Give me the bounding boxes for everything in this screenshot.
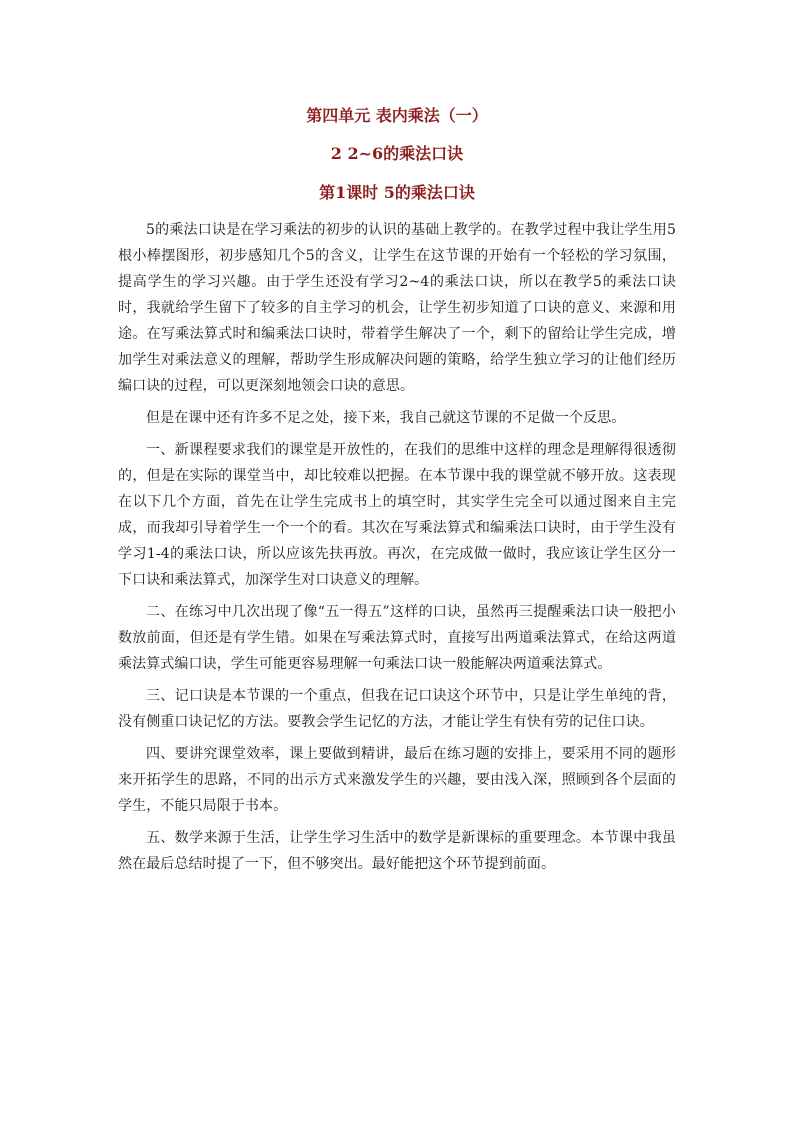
document-page <box>118 100 676 877</box>
body-paragraph: 但是在课中还有许多不足之处，接下来，我自己就这节课的不足做一个反思。 <box>146 410 626 426</box>
body-paragraph: 一、新课程要求我们的课堂是开放性的，在我们的思维中这样的理念是理解得很透彻的，但是在实际的课堂当中，却比较难以把握。在本节课中我的课堂就不够开放。这表现在以下几个方面，首先在让学生完成书上的填空时，其实学生完全可以通过图来自主完成，而我却引导着学生一个一个的看。其次在写乘法算式和编乘法口诀时，由于学生没有学习1-4的乘法口诀，所以应该先扶再放。再次，在完成做一做时，我应该让学生区分一下口诀和乘法算式，加深学生对口诀意义的理解。 <box>118 442 676 588</box>
body-paragraph: 三、记口诀是本节课的一个重点，但我在记口诀这个环节中，只是让学生单纯的背，没有侧重口诀记忆的方法。要教会学生记忆的方法，才能让学生有快有劳的记住口诀。 <box>118 688 676 730</box>
section-title: 2 2~6的乘法口诀 <box>330 144 464 163</box>
body-paragraph: 五、数学来源于生活，让学生学习生活中的数学是新课标的重要理念。本节课中我虽然在最后总结时提了一下，但不够突出。最好能把这个环节提到前面。 <box>118 830 676 872</box>
unit-title: 第四单元 表内乘法（一） <box>306 106 488 125</box>
body-paragraph: 四、要讲究课堂效率，课上要做到精讲，最后在练习题的安排上，要采用不同的题形来开拓学生的思路，不同的出示方式来激发学生的兴趣，要由浅入深，照顾到各个层面的学生，不能只局限于书本。 <box>118 746 676 814</box>
lesson-title: 第1课时 5的乘法口诀 <box>319 183 475 202</box>
body-paragraph: 二、在练习中几次出现了像“五一得五”这样的口诀，虽然再三提醒乘法口诀一般把小数放前面，但还是有学生错。如果在写乘法算式时，直接写出两道乘法算式，在给这两道乘法算式编口诀，学生可能更容易理解一句乘法口诀一般能解决两道乘法算式。 <box>118 604 676 672</box>
body-paragraph: 5的乘法口诀是在学习乘法的初步的认识的基础上教学的。在教学过程中我让学生用5根小棒摆图形，初步感知几个5的含义，让学生在这节课的开始有一个轻松的学习氛围，提高学生的学习兴趣。由于学生还没有学习2~4的乘法口诀，所以在教学5的乘法口诀时，我就给学生留下了较多的自主学习的机会，让学生初步知道了口诀的意义、来源和用途。在写乘法算式时和编乘法口诀时，带着学生解决了一个，剩下的留给让学生完成，增加学生对乘法意义的理解，帮助学生形成解决问题的策略，给学生独立学习的让他们经历编口诀的过程，可以更深刻地领会口诀的意思。 <box>118 222 676 394</box>
